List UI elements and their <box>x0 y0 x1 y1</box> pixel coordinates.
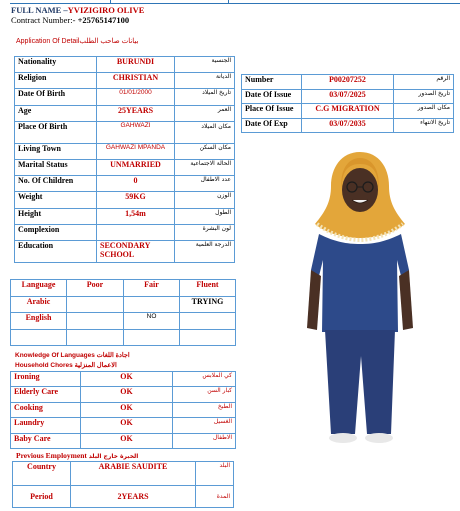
full-name <box>11 5 144 15</box>
language-fluent <box>180 329 236 346</box>
field-label-arabic: مكان الصدور <box>394 104 454 119</box>
table-row <box>15 105 235 121</box>
table-row <box>15 121 235 143</box>
field-label: Place Of Issue <box>242 104 302 119</box>
contact-number <box>11 15 129 25</box>
employment-label-arabic: المدة <box>196 486 234 508</box>
language-fair <box>124 329 180 346</box>
field-label: Age <box>15 105 97 121</box>
household-chores-table <box>10 371 236 449</box>
full-name-label: FULL NAME – <box>11 5 68 15</box>
table-row <box>15 57 235 73</box>
previous-employment-table <box>12 461 234 508</box>
column-header: Poor <box>67 280 124 297</box>
chore-label: Cooking <box>11 402 81 417</box>
table-row <box>11 372 236 387</box>
field-value: 03/07/2025 <box>302 89 394 104</box>
table-header-row <box>11 280 236 297</box>
table-row <box>15 89 235 105</box>
field-label-arabic: تاريخ الصدور <box>394 89 454 104</box>
field-label-arabic: تاريخ الانتهاء <box>394 118 454 133</box>
field-label-arabic: الجنسية <box>175 57 235 73</box>
field-value: 0 <box>97 176 175 192</box>
field-value: CHRISTIAN <box>97 73 175 89</box>
candidate-photo <box>305 150 415 446</box>
table-row <box>11 418 236 433</box>
employment-label: Country <box>13 462 71 486</box>
field-label: Height <box>15 208 97 224</box>
table-row <box>15 159 235 175</box>
table-row <box>15 240 235 262</box>
language-fluent <box>180 313 236 330</box>
field-label: Date Of Issue <box>242 89 302 104</box>
field-value: 59KG <box>97 192 175 208</box>
chore-value: OK <box>81 387 173 402</box>
chore-label: Laundry <box>11 418 81 433</box>
field-label-arabic: مكان السكن <box>175 143 235 159</box>
field-value: C.G MIGRATION <box>302 104 394 119</box>
table-row <box>242 118 454 133</box>
chore-label-arabic: الطبخ <box>173 402 236 417</box>
field-label: Date Of Exp <box>242 118 302 133</box>
table-row <box>11 402 236 417</box>
language-fluent: TRYING <box>180 296 236 313</box>
language-name: English <box>11 313 67 330</box>
personal-details-table <box>14 56 235 263</box>
chore-value: OK <box>81 418 173 433</box>
table-row <box>11 313 236 330</box>
table-row <box>11 433 236 448</box>
table-row <box>242 89 454 104</box>
field-label-arabic: مكان الميلاد <box>175 121 235 143</box>
language-name: Arabic <box>11 296 67 313</box>
chore-value: OK <box>81 402 173 417</box>
field-value <box>97 224 175 240</box>
field-value: 25YEARS <box>97 105 175 121</box>
field-label-arabic: عدد الاطفال <box>175 176 235 192</box>
field-label: Nationality <box>15 57 97 73</box>
employment-label-arabic: البلد <box>196 462 234 486</box>
field-label: Complexion <box>15 224 97 240</box>
employment-label: Period <box>13 486 71 508</box>
column-header: Fluent <box>180 280 236 297</box>
field-value: P00207252 <box>302 75 394 90</box>
languages-table <box>10 279 236 346</box>
language-fair: NO <box>124 313 180 330</box>
field-label-arabic: لون البشرة <box>175 224 235 240</box>
chore-label: Ironing <box>11 372 81 387</box>
field-label: Number <box>242 75 302 90</box>
field-value: GAHWAZI <box>97 121 175 143</box>
language-name <box>11 329 67 346</box>
chore-label: Baby Care <box>11 433 81 448</box>
field-label-arabic: الحالة الاجتماعية <box>175 159 235 175</box>
chore-label-arabic: الغسيل <box>173 418 236 433</box>
chore-label-arabic: كبار السن <box>173 387 236 402</box>
passport-details-table <box>241 74 454 133</box>
field-label-arabic: الطول <box>175 208 235 224</box>
field-label-arabic: العمر <box>175 105 235 121</box>
field-value: GAHWAZI MPANDA <box>97 143 175 159</box>
employment-value: 2YEARS <box>71 486 196 508</box>
language-poor <box>67 296 124 313</box>
field-label: Marital Status <box>15 159 97 175</box>
field-label: Weight <box>15 192 97 208</box>
field-value: 01/01/2000 <box>97 89 175 105</box>
column-header: Fair <box>124 280 180 297</box>
language-poor <box>67 329 124 346</box>
field-label-arabic: الدرجة العلمية <box>175 240 235 262</box>
field-label: Religion <box>15 73 97 89</box>
field-label: Education <box>15 240 97 262</box>
table-row <box>15 224 235 240</box>
table-row <box>242 104 454 119</box>
previous-employment-title <box>16 451 138 460</box>
field-label: Place Of Birth <box>15 121 97 143</box>
field-value: SECONDARY SCHOOL <box>97 240 175 262</box>
table-row <box>11 329 236 346</box>
chore-label: Elderly Care <box>11 387 81 402</box>
field-label: Living Town <box>15 143 97 159</box>
table-row <box>13 486 234 508</box>
field-value: 03/07/2035 <box>302 118 394 133</box>
field-label: Date Of Birth <box>15 89 97 105</box>
field-label-arabic: تاريخ الميلاد <box>175 89 235 105</box>
table-row <box>11 296 236 313</box>
language-fair <box>124 296 180 313</box>
language-poor <box>67 313 124 330</box>
table-row <box>15 143 235 159</box>
field-label-arabic: الديانة <box>175 73 235 89</box>
field-value: UNMARRIED <box>97 159 175 175</box>
header-top-rule <box>10 0 460 4</box>
previous-employment-label-arabic: الخبرة خارج البلد <box>88 453 139 460</box>
chore-value: OK <box>81 372 173 387</box>
field-label-arabic: الوزن <box>175 192 235 208</box>
field-value: BURUNDI <box>97 57 175 73</box>
contact-value: +25765147100 <box>77 15 130 25</box>
chore-label-arabic: الاطفال <box>173 433 236 448</box>
table-row <box>15 176 235 192</box>
chore-value: OK <box>81 433 173 448</box>
field-label: No. Of Children <box>15 176 97 192</box>
column-header: Language <box>11 280 67 297</box>
previous-employment-label: Previous Employment <box>16 451 87 460</box>
table-row <box>15 73 235 89</box>
employment-value: ARABIE SAUDITE <box>71 462 196 486</box>
field-value: 1,54m <box>97 208 175 224</box>
knowledge-of-languages-label: Knowledge Of Languages اجادة اللغات <box>15 352 130 359</box>
table-row <box>15 192 235 208</box>
table-row <box>242 75 454 90</box>
application-title: Application Of Detailبيانات صاحب الطلب <box>16 38 139 45</box>
full-name-value: YVIZIGIRO OLIVE <box>67 5 145 15</box>
table-row <box>15 208 235 224</box>
table-row <box>11 387 236 402</box>
household-chores-label: Household Chores الاعمال المنزلية <box>15 362 117 369</box>
table-row <box>13 462 234 486</box>
contact-label: Contract Number:- <box>11 15 78 25</box>
field-label-arabic: الرقم <box>394 75 454 90</box>
chore-label-arabic: كي الملابس <box>173 372 236 387</box>
